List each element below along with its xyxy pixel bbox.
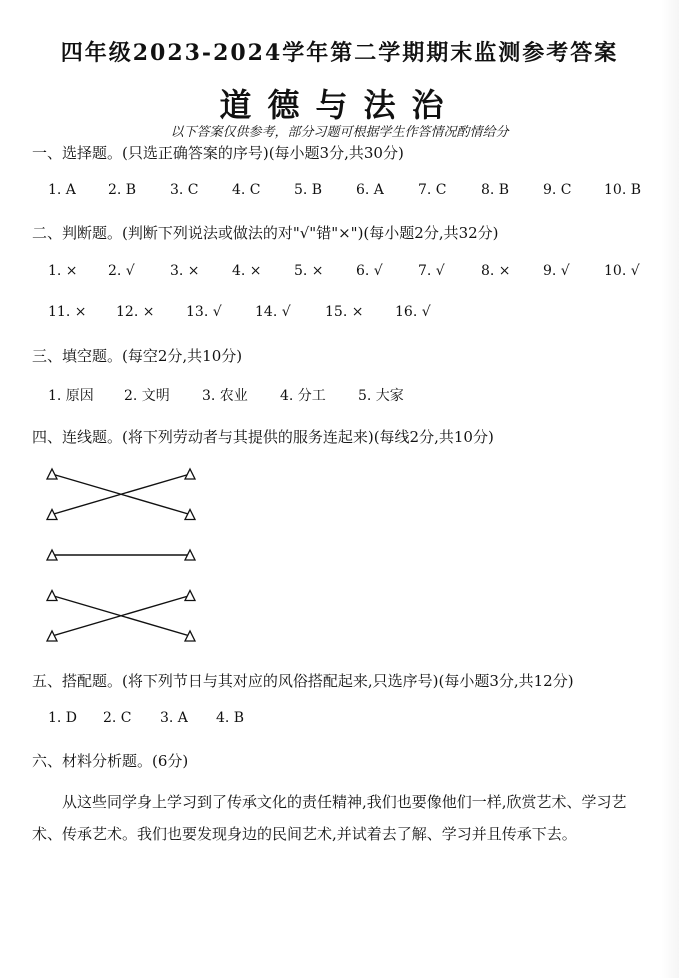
answer-item: 8. × bbox=[481, 263, 511, 279]
left-triangle-node bbox=[47, 591, 57, 601]
right-triangle-node bbox=[185, 510, 195, 520]
answer-item: 6. √ bbox=[356, 263, 383, 279]
answer-item: 1. × bbox=[48, 263, 78, 279]
answer-item: 2. √ bbox=[108, 263, 135, 279]
section-5-heading: 五、搭配题。(将下列节日与其对应的风俗搭配起来,只选序号)(每小题3分,共12分) bbox=[32, 672, 574, 690]
answer-item: 11. × bbox=[48, 304, 87, 320]
answer-item: 4. × bbox=[232, 263, 262, 279]
answer-item: 9. C bbox=[543, 182, 572, 198]
section-6-answer-text: 从这些同学身上学习到了传承文化的责任精神,我们也要像他们一样,欣赏艺术、学习艺术、传承艺术。我们也要发现身边的民间艺术,并试着去了解、学习并且传承下去。 bbox=[32, 793, 627, 843]
answer-item: 15. × bbox=[325, 304, 364, 320]
answer-item: 2. 文明 bbox=[124, 388, 170, 404]
answer-item: 4. 分工 bbox=[280, 388, 326, 404]
left-triangle-node bbox=[47, 631, 57, 641]
answer-item: 7. C bbox=[418, 182, 447, 198]
answer-item: 9. √ bbox=[543, 263, 570, 279]
right-triangle-node bbox=[185, 591, 195, 601]
answer-item: 12. × bbox=[116, 304, 155, 320]
answer-item: 3. × bbox=[170, 263, 200, 279]
answer-item: 3. C bbox=[170, 182, 199, 198]
section-6-heading: 六、材料分析题。(6分) bbox=[32, 752, 189, 770]
answer-item: 4. B bbox=[216, 710, 245, 726]
answer-item: 5. × bbox=[294, 263, 324, 279]
answer-item: 14. √ bbox=[255, 304, 291, 320]
section-2-heading: 二、判断题。(判断下列说法或做法的对"√"错"×")(每小题2分,共32分) bbox=[32, 224, 499, 242]
left-triangle-node bbox=[47, 469, 57, 479]
section-4-heading: 四、连线题。(将下列劳动者与其提供的服务连起来)(每线2分,共10分) bbox=[32, 428, 494, 446]
answer-item: 2. B bbox=[108, 182, 137, 198]
answer-item: 3. 农业 bbox=[202, 388, 248, 404]
exam-title: 四年级2023-2024学年第二学期期末监测参考答案 bbox=[60, 40, 619, 66]
answer-item: 3. A bbox=[160, 710, 188, 726]
answer-item: 1. D bbox=[48, 710, 78, 726]
answer-item: 4. C bbox=[232, 182, 261, 198]
answer-item: 8. B bbox=[481, 182, 510, 198]
answer-item: 1. 原因 bbox=[48, 388, 94, 404]
section-1-heading: 一、选择题。(只选正确答案的序号)(每小题3分,共30分) bbox=[32, 144, 404, 162]
answer-item: 10. √ bbox=[604, 263, 640, 279]
answer-item: 5. 大家 bbox=[358, 388, 404, 404]
section-3-heading: 三、填空题。(每空2分,共10分) bbox=[32, 347, 243, 365]
grading-note: 以下答案仅供参考，部分习题可根据学生作答情况酌情给分 bbox=[170, 125, 509, 140]
answer-item: 6. A bbox=[356, 182, 384, 198]
answer-item: 2. C bbox=[103, 710, 132, 726]
answer-item: 13. √ bbox=[186, 304, 222, 320]
answer-item: 5. B bbox=[294, 182, 323, 198]
answer-item: 16. √ bbox=[395, 304, 431, 320]
left-triangle-node bbox=[47, 510, 57, 520]
scan-edge-shadow bbox=[661, 0, 679, 978]
right-triangle-node bbox=[185, 631, 195, 641]
subject-title: 道德与法治 bbox=[219, 86, 460, 124]
answer-item: 10. B bbox=[604, 182, 642, 198]
answer-item: 1. A bbox=[48, 182, 76, 198]
answer-item: 7. √ bbox=[418, 263, 445, 279]
right-triangle-node bbox=[185, 469, 195, 479]
matching-diagram bbox=[40, 462, 210, 652]
